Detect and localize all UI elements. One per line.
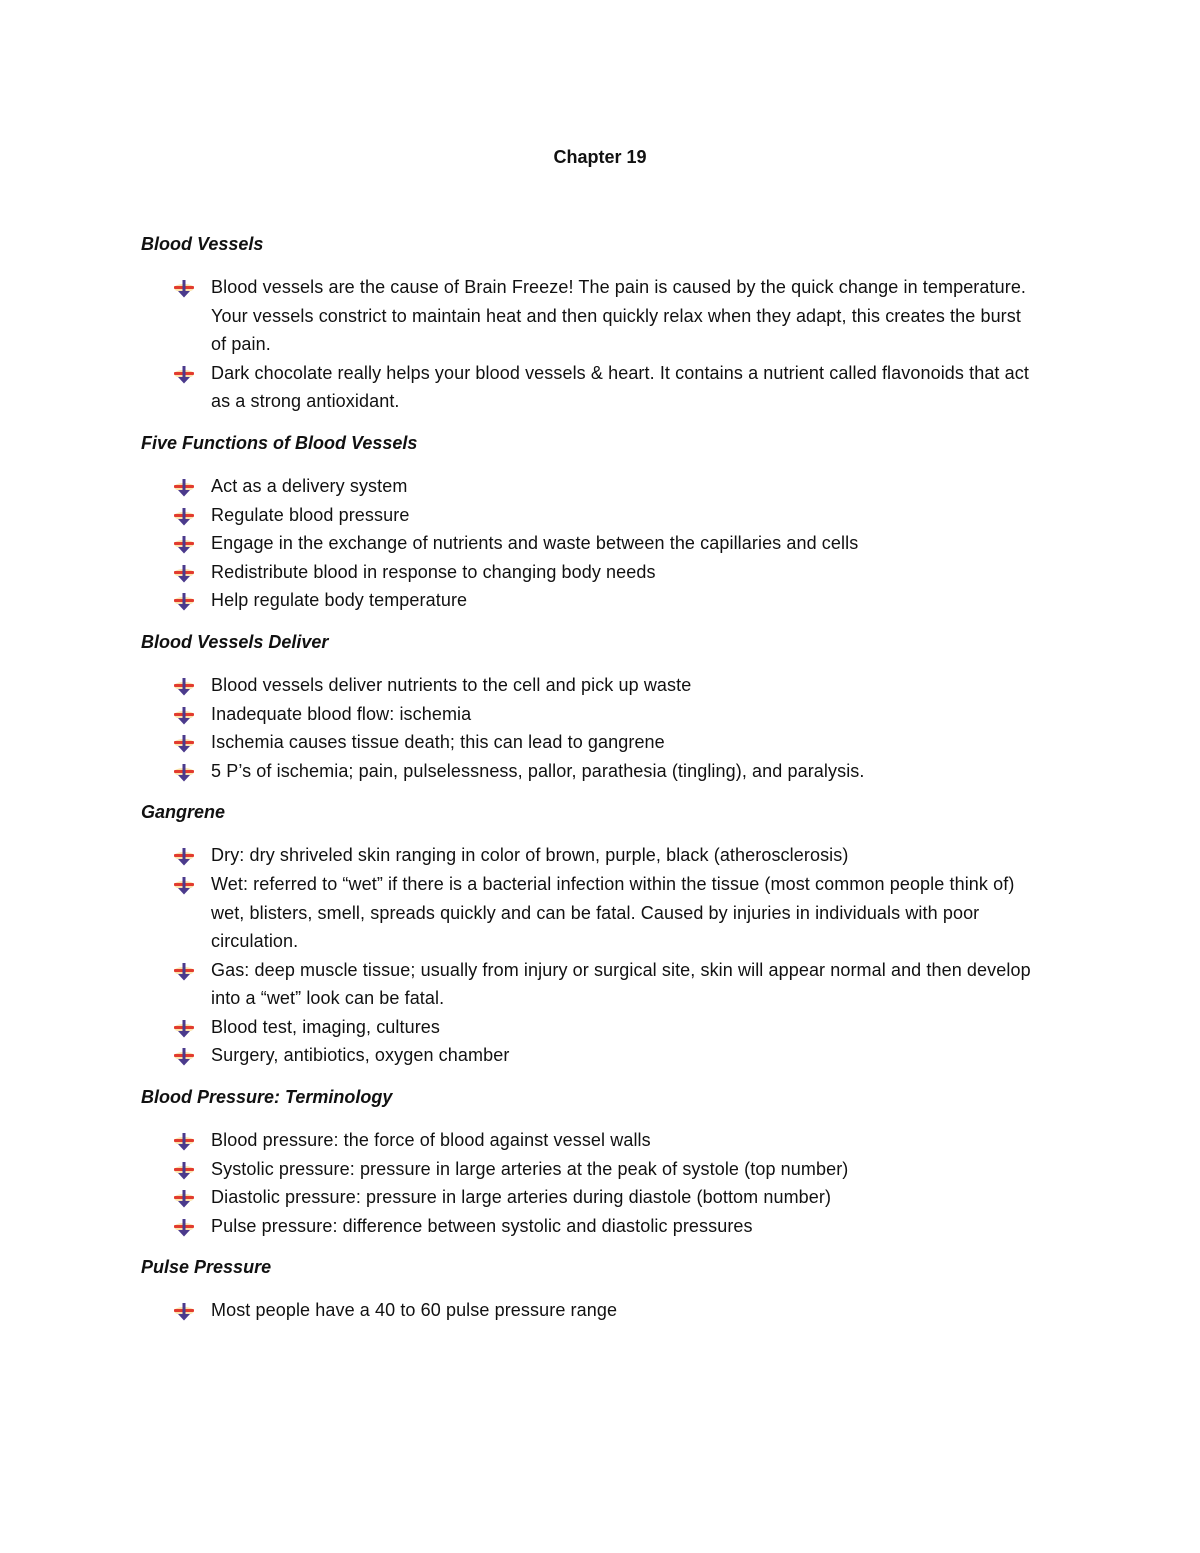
list-item-text: Blood vessels are the cause of Brain Freeze! The pain is caused by the quick change in temperature. Your vessels constrict to maintain heat and then quickly relax when they adapt, this creates the burst of pain. [211,277,1027,355]
list-item [141,1212,1041,1241]
list-item-text: Blood pressure: the force of blood against vessel walls [211,1130,651,1151]
list-item [141,1183,1041,1212]
list-item [141,700,1041,729]
down-arrow-bullet-icon [173,846,195,864]
bullet-list [141,472,1041,615]
list-item [141,586,1041,615]
list-item-text: Blood test, imaging, cultures [211,1016,441,1037]
section-heading: Gangrene [141,802,226,823]
list-item [141,558,1041,587]
list-item [141,1155,1041,1184]
document-body [141,230,1041,1338]
section [141,628,1041,785]
list-item-text: Engage in the exchange of nutrients and waste between the capillaries and cells [211,533,859,554]
list-item-text: Act as a delivery system [211,475,408,496]
list-item-text: 5 P’s of ischemia; pain, pulselessness, pallor, parathesia (tingling), and paralysis. [211,760,865,781]
down-arrow-bullet-icon [173,1301,195,1319]
list-item-text: Inadequate blood flow: ischemia [211,703,472,724]
bullet-list [141,841,1041,1070]
section [141,798,1041,1070]
list-item-text: Most people have a 40 to 60 pulse pressure range [211,1300,618,1321]
list-item [141,728,1041,757]
section [141,429,1041,615]
list-item-text: Systolic pressure: pressure in large arteries at the peak of systole (top number) [211,1158,849,1179]
section-heading: Blood Vessels [141,234,264,254]
down-arrow-bullet-icon [173,1217,195,1235]
list-item [141,529,1041,558]
down-arrow-bullet-icon [173,364,195,382]
down-arrow-bullet-icon [173,1018,195,1036]
list-item-text: Regulate blood pressure [211,504,410,525]
section-heading: Pulse Pressure [141,1257,272,1278]
list-item-text: Redistribute blood in response to changing body needs [211,561,656,582]
down-arrow-bullet-icon [173,1046,195,1064]
list-item-text: Surgery, antibiotics, oxygen chamber [211,1045,510,1066]
list-item-text: Diastolic pressure: pressure in large arteries during diastole (bottom number) [211,1187,832,1208]
down-arrow-bullet-icon [173,961,195,979]
bullet-list [141,273,1041,416]
section [141,1083,1041,1240]
down-arrow-bullet-icon [173,506,195,524]
list-item [141,841,1041,870]
down-arrow-bullet-icon [173,676,195,694]
list-item-text: Dry: dry shriveled skin ranging in color of brown, purple, black (atherosclerosis) [211,845,849,866]
list-item [141,501,1041,530]
section [141,230,1041,416]
list-item-text: Blood vessels deliver nutrients to the cell and pick up waste [211,674,692,695]
down-arrow-bullet-icon [173,278,195,296]
down-arrow-bullet-icon [173,534,195,552]
down-arrow-bullet-icon [173,1188,195,1206]
list-item-text: Wet: referred to “wet” if there is a bacterial infection within the tissue (most common people think of) wet, blisters, smell, spreads quickly and can be fatal. Caused by injuries in individuals with poor circulation. [211,873,1015,952]
down-arrow-bullet-icon [173,875,195,893]
down-arrow-bullet-icon [173,762,195,780]
bullet-list [141,1126,1041,1240]
bullet-list [141,671,1041,785]
list-item-text: Dark chocolate really helps your blood vessels & heart. It contains a nutrient called flavonoids that act as a strong antioxidant. [211,362,1029,412]
list-item-text: Gas: deep muscle tissue; usually from injury or surgical site, skin will appear normal and then develop into a “wet” look can be fatal. [211,959,1031,1009]
list-item [141,1041,1041,1070]
down-arrow-bullet-icon [173,477,195,495]
down-arrow-bullet-icon [173,563,195,581]
list-item-text: Ischemia causes tissue death; this can lead to gangrene [211,732,665,753]
list-item [141,1013,1041,1042]
list-item [141,359,1041,416]
down-arrow-bullet-icon [173,705,195,723]
list-item [141,757,1041,786]
list-item [141,1126,1041,1155]
list-item [141,870,1041,956]
list-item [141,1296,1041,1325]
down-arrow-bullet-icon [173,1160,195,1178]
section-heading: Blood Pressure: Terminology [141,1087,393,1108]
bullet-list [141,1296,1041,1325]
page-title: Chapter 19 [553,147,647,167]
list-item-text: Help regulate body temperature [211,590,468,611]
down-arrow-bullet-icon [173,591,195,609]
section-heading: Five Functions of Blood Vessels [141,432,418,453]
down-arrow-bullet-icon [173,1131,195,1149]
section-heading: Blood Vessels Deliver [141,631,329,652]
list-item [141,273,1041,359]
list-item-text: Pulse pressure: difference between systolic and diastolic pressures [211,1215,753,1236]
section [141,1253,1041,1325]
list-item [141,472,1041,501]
list-item [141,671,1041,700]
list-item [141,956,1041,1013]
down-arrow-bullet-icon [173,733,195,751]
